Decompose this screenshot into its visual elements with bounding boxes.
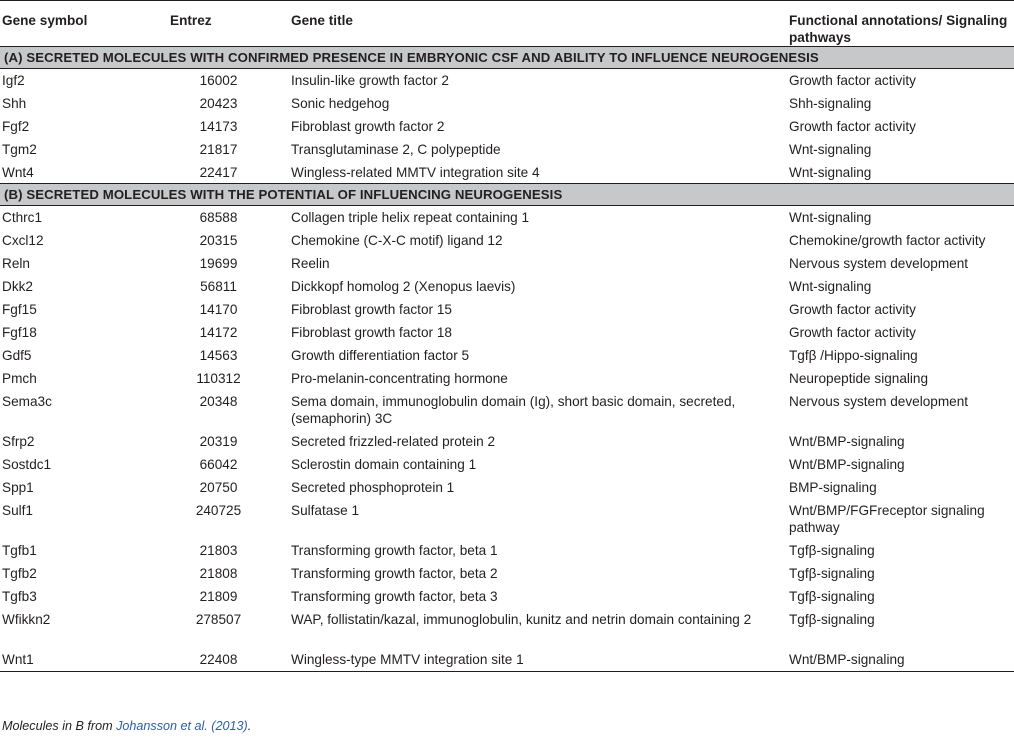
entrez-cell: 240725 bbox=[195, 502, 242, 518]
table-row bbox=[0, 321, 1014, 344]
section-header-row bbox=[0, 47, 1014, 69]
gene-title-cell: Wingless-related MMTV integration site 4 bbox=[291, 164, 540, 180]
gene-title-cell: Transglutaminase 2, C polypeptide bbox=[291, 141, 501, 157]
annotation-cell: Wnt-signaling bbox=[789, 210, 872, 225]
gene-symbol-cell: Wnt1 bbox=[0, 648, 170, 672]
gene-symbol-cell: Igf2 bbox=[2, 73, 25, 88]
entrez-cell: 20423 bbox=[199, 95, 238, 111]
table-row bbox=[0, 562, 1014, 585]
gene-symbol-cell: Tgfb3 bbox=[2, 588, 37, 604]
annotation-cell: Wnt-signaling bbox=[789, 141, 872, 157]
annotation-cell: Tgfβ-signaling bbox=[789, 588, 875, 604]
entrez-cell: 110312 bbox=[196, 370, 241, 386]
entrez-cell: 278507 bbox=[195, 611, 242, 627]
table-row bbox=[0, 138, 1014, 161]
table-row bbox=[0, 115, 1014, 138]
entrez-cell: 19699 bbox=[199, 255, 238, 271]
gene-title-cell: WAP, follistatin/kazal, immunoglobulin, kunitz and netrin domain containing 2 bbox=[291, 611, 752, 627]
annotation-cell: Tgfβ-signaling bbox=[789, 611, 875, 627]
entrez-cell: 14172 bbox=[199, 324, 238, 340]
entrez-cell: 20750 bbox=[199, 479, 238, 495]
gene-symbol-cell: Pmch bbox=[2, 370, 37, 386]
gene-title-cell: Transforming growth factor, beta 1 bbox=[291, 542, 498, 558]
gene-symbol-cell: Sfrp2 bbox=[2, 433, 35, 449]
annotation-cell: BMP-signaling bbox=[789, 479, 877, 495]
table-row bbox=[0, 476, 1014, 499]
annotation-cell: Shh-signaling bbox=[789, 95, 872, 111]
annotation-cell: Nervous system development bbox=[789, 255, 969, 271]
header-gene-symbol: Gene symbol bbox=[2, 13, 88, 28]
gene-symbol-cell: Sulf1 bbox=[2, 502, 33, 518]
gene-title-cell: Transforming growth factor, beta 3 bbox=[291, 588, 498, 604]
table-row bbox=[0, 367, 1014, 390]
entrez-cell: 68588 bbox=[199, 210, 238, 225]
entrez-cell: 22417 bbox=[199, 164, 238, 180]
entrez-cell: 22408 bbox=[170, 648, 291, 672]
table-row bbox=[0, 648, 1014, 672]
annotation-cell: Tgfβ-signaling bbox=[789, 565, 875, 581]
annotation-cell: Wnt/BMP/FGFreceptor signaling pathway bbox=[789, 502, 985, 535]
table-row bbox=[0, 430, 1014, 453]
gene-title-cell: Secreted frizzled-related protein 2 bbox=[291, 433, 496, 449]
gene-symbol-cell: Tgfb1 bbox=[2, 542, 37, 558]
gene-symbol-cell: Reln bbox=[2, 255, 30, 271]
entrez-cell: 21803 bbox=[199, 542, 238, 558]
footnote-suffix: . bbox=[247, 719, 252, 733]
gene-title-cell: Fibroblast growth factor 15 bbox=[291, 301, 452, 317]
gene-title-cell: Fibroblast growth factor 2 bbox=[291, 118, 445, 134]
entrez-cell: 16002 bbox=[199, 73, 238, 88]
gene-symbol-cell: Sema3c bbox=[2, 393, 52, 409]
table-header bbox=[0, 1, 1014, 47]
entrez-cell: 56811 bbox=[200, 278, 237, 294]
annotation-cell: Growth factor activity bbox=[789, 73, 916, 88]
gene-symbol-cell: Fgf15 bbox=[2, 301, 37, 317]
section-title: (B) SECRETED MOLECULES WITH THE POTENTIAL OF INFLUENCING NEUROGENESIS bbox=[0, 184, 1014, 206]
entrez-cell: 21809 bbox=[199, 588, 238, 604]
gene-title-cell: Fibroblast growth factor 18 bbox=[291, 324, 452, 340]
annotation-cell: Wnt-signaling bbox=[789, 278, 872, 294]
table-footnote bbox=[2, 719, 251, 733]
gene-title-cell: Sclerostin domain containing 1 bbox=[291, 456, 477, 472]
table-body bbox=[0, 47, 1014, 672]
gene-title-cell: Dickkopf homolog 2 (Xenopus laevis) bbox=[291, 278, 516, 294]
entrez-cell: 20319 bbox=[199, 433, 238, 449]
gene-title-cell: Insulin-like growth factor 2 bbox=[291, 73, 449, 88]
gene-title-cell: Growth differentiation factor 5 bbox=[291, 347, 470, 363]
table-row bbox=[0, 539, 1014, 562]
gene-symbol-cell: Wnt4 bbox=[2, 164, 34, 180]
entrez-cell: 20348 bbox=[199, 393, 238, 409]
header-functional-annotations: Functional annotations/ Signaling pathways bbox=[789, 13, 1008, 45]
gene-title-cell: Transforming growth factor, beta 2 bbox=[291, 565, 498, 581]
gene-symbol-cell: Shh bbox=[2, 95, 27, 111]
table-row bbox=[0, 229, 1014, 252]
gene-title-cell: Wingless-type MMTV integration site 1 bbox=[291, 648, 789, 672]
annotation-cell: Growth factor activity bbox=[789, 118, 916, 134]
annotation-cell: Wnt/BMP-signaling bbox=[789, 648, 1014, 672]
gene-symbol-cell: Dkk2 bbox=[2, 278, 33, 294]
table-row bbox=[0, 453, 1014, 476]
gene-symbol-cell: Wfikkn2 bbox=[2, 611, 51, 627]
table-row bbox=[0, 390, 1014, 430]
gene-symbol-cell: Tgm2 bbox=[2, 141, 37, 157]
section-header-row bbox=[0, 184, 1014, 206]
table-row bbox=[0, 206, 1014, 229]
annotation-cell: Wnt/BMP-signaling bbox=[789, 456, 905, 472]
table-row bbox=[0, 298, 1014, 321]
gene-symbol-cell: Sostdc1 bbox=[2, 456, 52, 472]
gene-symbol-cell: Spp1 bbox=[2, 479, 34, 495]
gene-title-cell: Secreted phosphoprotein 1 bbox=[291, 479, 455, 495]
table-row bbox=[0, 252, 1014, 275]
gene-symbol-cell: Tgfb2 bbox=[2, 565, 37, 581]
annotation-cell: Wnt/BMP-signaling bbox=[789, 433, 905, 449]
gene-title-cell: Sema domain, immunoglobulin domain (Ig), short basic domain, secreted, (semaphorin) 3C bbox=[291, 393, 736, 426]
annotation-cell: Tgfβ-signaling bbox=[789, 542, 875, 558]
header-entrez: Entrez bbox=[170, 13, 212, 28]
table-row bbox=[0, 92, 1014, 115]
annotation-cell: Tgfβ /Hippo-signaling bbox=[789, 347, 918, 363]
table-row bbox=[0, 608, 1014, 648]
entrez-cell: 20315 bbox=[199, 232, 238, 248]
gene-title-cell: Pro-melanin-concentrating hormone bbox=[291, 370, 508, 386]
annotation-cell: Chemokine/growth factor activity bbox=[789, 232, 986, 248]
entrez-cell: 14173 bbox=[199, 118, 238, 134]
annotation-cell: Nervous system development bbox=[789, 393, 969, 409]
annotation-cell: Growth factor activity bbox=[789, 324, 916, 340]
gene-title-cell: Collagen triple helix repeat containing 1 bbox=[291, 210, 530, 225]
gene-symbol-cell: Cthrc1 bbox=[2, 210, 43, 225]
gene-title-cell: Sulfatase 1 bbox=[291, 502, 360, 518]
footnote-prefix: Molecules in B from bbox=[2, 719, 117, 733]
gene-title-cell: Reelin bbox=[291, 255, 330, 271]
section-title: (A) SECRETED MOLECULES WITH CONFIRMED PRESENCE IN EMBRYONIC CSF AND ABILITY TO INFLUENCE NEUROGENESIS bbox=[0, 47, 1014, 69]
gene-title-cell: Chemokine (C-X-C motif) ligand 12 bbox=[291, 232, 503, 248]
annotation-cell: Growth factor activity bbox=[789, 301, 916, 317]
annotation-cell: Neuropeptide signaling bbox=[789, 370, 929, 386]
gene-symbol-cell: Fgf2 bbox=[2, 118, 30, 134]
entrez-cell: 66042 bbox=[199, 456, 238, 472]
annotation-cell: Wnt-signaling bbox=[789, 164, 872, 180]
entrez-cell: 14563 bbox=[199, 347, 238, 363]
citation-link[interactable]: Johansson et al. (2013) bbox=[116, 719, 248, 733]
table-row bbox=[0, 585, 1014, 608]
table-row bbox=[0, 69, 1014, 92]
table-row bbox=[0, 344, 1014, 367]
gene-title-cell: Sonic hedgehog bbox=[291, 95, 390, 111]
header-gene-title: Gene title bbox=[291, 13, 353, 28]
table-row bbox=[0, 275, 1014, 298]
entrez-cell: 14170 bbox=[199, 301, 238, 317]
gene-symbol-cell: Cxcl12 bbox=[2, 232, 44, 248]
gene-symbol-cell: Fgf18 bbox=[2, 324, 37, 340]
gene-symbol-cell: Gdf5 bbox=[2, 347, 32, 363]
entrez-cell: 21817 bbox=[199, 141, 238, 157]
table-row bbox=[0, 161, 1014, 184]
entrez-cell: 21808 bbox=[199, 565, 238, 581]
table-row bbox=[0, 499, 1014, 539]
